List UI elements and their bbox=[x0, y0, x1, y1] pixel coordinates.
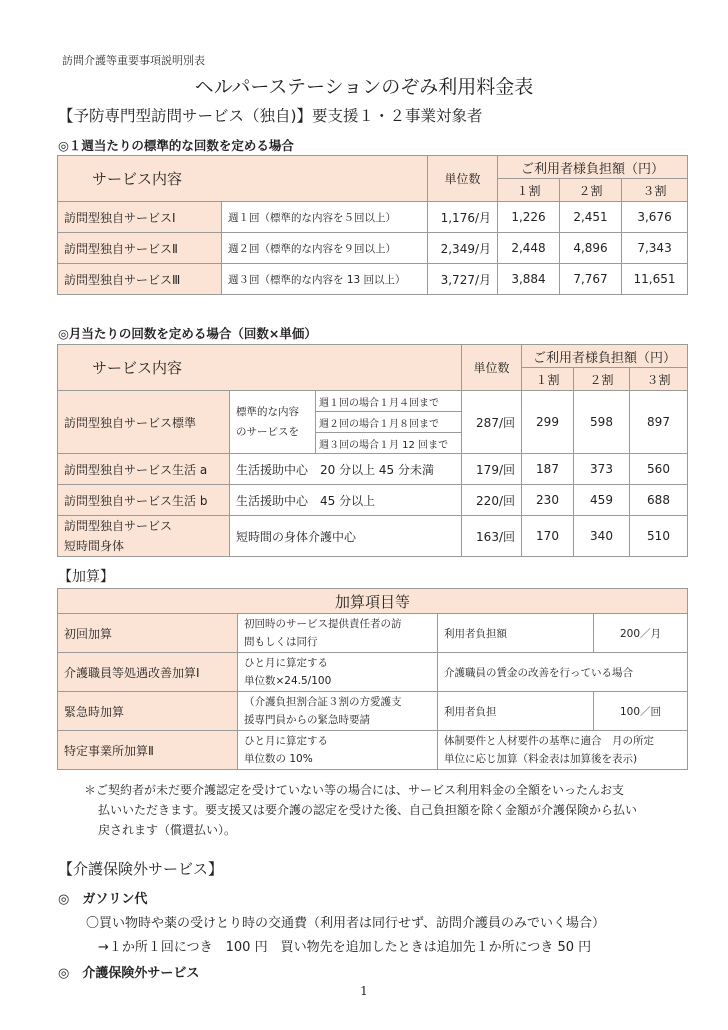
unit-value: 1,176/月 bbox=[428, 202, 498, 233]
service-desc: 生活援助中心 45 分以上 bbox=[230, 485, 462, 516]
service-desc: 標準的な内容 のサービスを bbox=[230, 391, 316, 454]
payment-note bbox=[84, 780, 684, 840]
col-rate-1: １割 bbox=[498, 179, 560, 202]
service-desc: 週３回（標準的な内容を 13 回以上） bbox=[222, 264, 428, 295]
col-rate-3: ３割 bbox=[622, 179, 688, 202]
service-sub: 週２回の場合１月８回まで bbox=[316, 412, 462, 433]
service-name: 訪問型独自サービス 短時間身体 bbox=[58, 516, 230, 557]
service-desc: 週２回（標準的な内容を９回以上） bbox=[222, 233, 428, 264]
gasoline-line-2: →１か所１回につき 100 円 買い物先を追加したときは追加先１か所につき 50 円 bbox=[98, 940, 592, 955]
col-service: サービス内容 bbox=[58, 156, 428, 202]
service-name: 訪問型独自サービス生活 b bbox=[58, 485, 230, 516]
rate1-value: 299 bbox=[522, 391, 574, 454]
section-title-yobou: 【予防専門型訪問サービス（独自)】要支援１・２事業対象者 bbox=[58, 107, 483, 125]
service-name: 訪問型独自サービスⅠ bbox=[58, 202, 222, 233]
table-row bbox=[58, 692, 688, 731]
service-name: 訪問型独自サービス標準 bbox=[58, 391, 230, 454]
table-row bbox=[58, 391, 688, 412]
service-desc: 週１回（標準的な内容を５回以上） bbox=[222, 202, 428, 233]
kasan-note: 介護職員の賃金の改善を行っている場合 bbox=[438, 653, 688, 692]
kasan-desc: （介護負担割合証３割の方愛護支 援専門員からの緊急時要請 bbox=[238, 692, 438, 731]
kasan-desc: 初回時のサービス提供責任者の訪 問もしくは同行 bbox=[238, 614, 438, 653]
monthly-fee-table bbox=[57, 344, 688, 557]
rate3-value: 11,651 bbox=[622, 264, 688, 295]
table1-heading: ◎１週当たりの標準的な回数を定める場合 bbox=[58, 138, 294, 153]
table-row bbox=[58, 233, 688, 264]
rate1-value: 2,448 bbox=[498, 233, 560, 264]
kasan-name: 介護職員等処遇改善加算Ⅰ bbox=[58, 653, 238, 692]
rate1-value: 3,884 bbox=[498, 264, 560, 295]
rate3-value: 3,676 bbox=[622, 202, 688, 233]
rate2-value: 2,451 bbox=[560, 202, 622, 233]
table-row bbox=[58, 653, 688, 692]
kasan-name: 特定事業所加算Ⅱ bbox=[58, 731, 238, 770]
kasan-desc: ひと月に算定する 単位数×24.5/100 bbox=[238, 653, 438, 692]
kasan-name: 緊急時加算 bbox=[58, 692, 238, 731]
rate3-value: 510 bbox=[630, 516, 688, 557]
rate3-value: 7,343 bbox=[622, 233, 688, 264]
kasan-key: 利用者負担額 bbox=[438, 614, 594, 653]
weekly-fee-table bbox=[57, 155, 688, 295]
service-name: 訪問型独自サービスⅢ bbox=[58, 264, 222, 295]
document-header: 訪問介護等重要事項説明別表 bbox=[62, 54, 205, 67]
page-number: 1 bbox=[360, 984, 368, 998]
rate1-value: 230 bbox=[522, 485, 574, 516]
rate1-value: 187 bbox=[522, 454, 574, 485]
col-burden: ご利用者様負担額（円） bbox=[522, 345, 688, 368]
rate2-value: 340 bbox=[574, 516, 630, 557]
other-service-title: ◎ 介護保険外サービス bbox=[58, 966, 200, 981]
service-name: 訪問型独自サービスⅡ bbox=[58, 233, 222, 264]
table-row bbox=[58, 202, 688, 233]
col-burden: ご利用者様負担額（円） bbox=[498, 156, 688, 179]
note-line: 払いいただきます。要支援又は要介護の認定を受けた後、自己負担額を除く金額が介護保険から払い bbox=[98, 803, 638, 817]
service-name: 訪問型独自サービス生活 a bbox=[58, 454, 230, 485]
unit-value: 220/回 bbox=[462, 485, 522, 516]
rate2-value: 598 bbox=[574, 391, 630, 454]
table-row bbox=[58, 485, 688, 516]
table-row bbox=[58, 731, 688, 770]
col-unit: 単位数 bbox=[462, 345, 522, 391]
note-line: ＊ご契約者が未だ要介護認定を受けていない等の場合には、サービス利用料金の全額をいったんお支 bbox=[84, 783, 625, 797]
kasan-value: 200／月 bbox=[594, 614, 688, 653]
col-rate-2: ２割 bbox=[560, 179, 622, 202]
kasan-table bbox=[57, 588, 688, 770]
rate2-value: 4,896 bbox=[560, 233, 622, 264]
kasan-header: 加算項目等 bbox=[58, 589, 688, 614]
service-sub: 週３回の場合１月 12 回まで bbox=[316, 433, 462, 454]
unit-value: 163/回 bbox=[462, 516, 522, 557]
section-title-outside: 【介護保険外サービス】 bbox=[58, 860, 224, 878]
service-desc: 生活援助中心 20 分以上 45 分未満 bbox=[230, 454, 462, 485]
rate1-value: 1,226 bbox=[498, 202, 560, 233]
rate2-value: 7,767 bbox=[560, 264, 622, 295]
note-line: 戻されます（償還払い）。 bbox=[98, 823, 237, 837]
kasan-value: 100／回 bbox=[594, 692, 688, 731]
table-row bbox=[58, 454, 688, 485]
kasan-key: 利用者負担 bbox=[438, 692, 594, 731]
col-rate-1: １割 bbox=[522, 368, 574, 391]
service-desc: 短時間の身体介護中心 bbox=[230, 516, 462, 557]
kasan-name: 初回加算 bbox=[58, 614, 238, 653]
unit-value: 287/回 bbox=[462, 391, 522, 454]
kasan-label: 【加算】 bbox=[58, 569, 114, 585]
table2-heading: ◎月当たりの回数を定める場合（回数×単価） bbox=[58, 326, 317, 341]
rate3-value: 560 bbox=[630, 454, 688, 485]
table-row bbox=[58, 264, 688, 295]
service-sub: 週１回の場合１月４回まで bbox=[316, 391, 462, 412]
page-title: ヘルパーステーションのぞみ利用料金表 bbox=[194, 76, 534, 98]
table-row bbox=[58, 516, 688, 557]
unit-value: 179/回 bbox=[462, 454, 522, 485]
rate2-value: 373 bbox=[574, 454, 630, 485]
unit-value: 3,727/月 bbox=[428, 264, 498, 295]
kasan-note: 体制要件と人材要件の基準に適合 月の所定 単位に応じ加算（料金表は加算後を表示) bbox=[438, 731, 688, 770]
rate3-value: 897 bbox=[630, 391, 688, 454]
rate3-value: 688 bbox=[630, 485, 688, 516]
rate2-value: 459 bbox=[574, 485, 630, 516]
col-rate-2: ２割 bbox=[574, 368, 630, 391]
col-unit: 単位数 bbox=[428, 156, 498, 202]
col-rate-3: ３割 bbox=[630, 368, 688, 391]
kasan-desc: ひと月に算定する 単位数の 10% bbox=[238, 731, 438, 770]
gasoline-line-1: 〇買い物時や薬の受けとり時の交通費（利用者は同行せず、訪問介護員のみでいく場合） bbox=[86, 916, 605, 931]
col-service: サービス内容 bbox=[58, 345, 462, 391]
rate1-value: 170 bbox=[522, 516, 574, 557]
table-row bbox=[58, 614, 688, 653]
unit-value: 2,349/月 bbox=[428, 233, 498, 264]
gasoline-title: ◎ ガソリン代 bbox=[58, 892, 148, 907]
